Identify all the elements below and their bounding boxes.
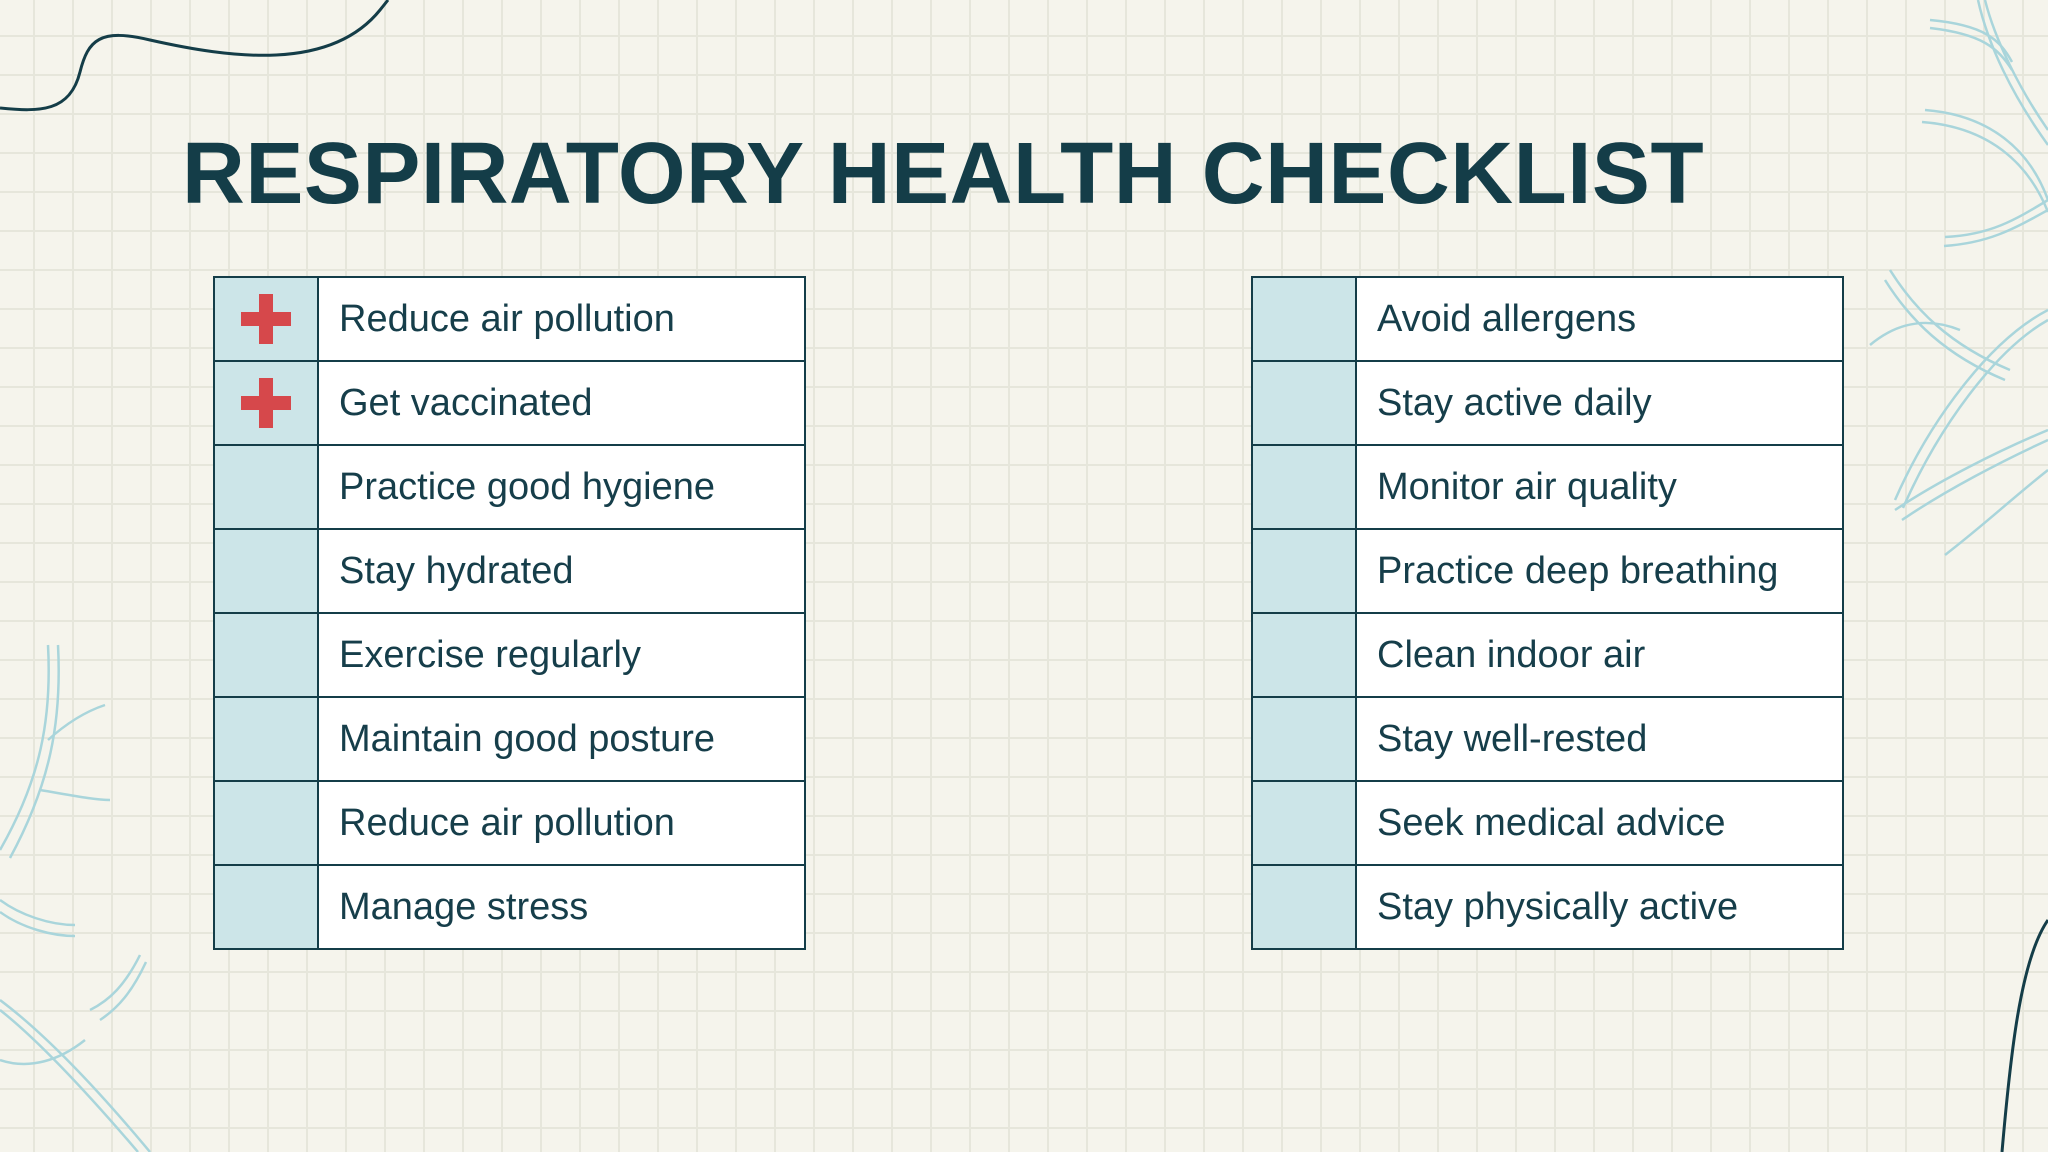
checklist-row	[1252, 865, 1843, 949]
checklist-item-label: Exercise regularly	[318, 613, 805, 697]
check-box[interactable]	[214, 277, 318, 361]
check-box[interactable]	[214, 529, 318, 613]
check-box[interactable]	[1252, 361, 1356, 445]
checklist-row	[1252, 697, 1843, 781]
checklist-item-label: Clean indoor air	[1356, 613, 1843, 697]
check-box[interactable]	[214, 697, 318, 781]
checklist-item-label: Manage stress	[318, 865, 805, 949]
checklist-item-label: Stay physically active	[1356, 865, 1843, 949]
checklist-item-label: Get vaccinated	[318, 361, 805, 445]
checklist-row	[214, 361, 805, 445]
branch-decoration-top-right	[1922, 0, 2048, 246]
checklist-item-label: Practice good hygiene	[318, 445, 805, 529]
checklist-item-label: Reduce air pollution	[318, 781, 805, 865]
checklist-row	[1252, 529, 1843, 613]
branch-decoration-bottom-left	[0, 645, 150, 1152]
checklist-item-label: Stay well-rested	[1356, 697, 1843, 781]
plus-icon	[241, 378, 291, 428]
checklist-row	[214, 613, 805, 697]
checklist-item-label: Maintain good posture	[318, 697, 805, 781]
checklist-item-label: Stay active daily	[1356, 361, 1843, 445]
check-box[interactable]	[1252, 613, 1356, 697]
curve-decoration	[2002, 920, 2048, 1152]
check-box[interactable]	[1252, 445, 1356, 529]
wavy-line-decoration	[0, 0, 388, 110]
checklist-row	[1252, 445, 1843, 529]
check-box[interactable]	[214, 865, 318, 949]
checklist-item-label: Practice deep breathing	[1356, 529, 1843, 613]
checklist-row	[214, 445, 805, 529]
plus-icon	[241, 294, 291, 344]
checklist-row	[1252, 781, 1843, 865]
branch-decoration-right	[1870, 270, 2048, 555]
checklist-row	[214, 781, 805, 865]
check-box[interactable]	[214, 445, 318, 529]
check-box[interactable]	[1252, 781, 1356, 865]
check-box[interactable]	[1252, 697, 1356, 781]
checklist-right	[1251, 276, 1844, 950]
check-box[interactable]	[1252, 277, 1356, 361]
checklist-row	[1252, 277, 1843, 361]
checklist-row	[214, 529, 805, 613]
checklist-left	[213, 276, 806, 950]
checklist-item-label: Stay hydrated	[318, 529, 805, 613]
checklist-row	[1252, 613, 1843, 697]
checklist-item-label: Seek medical advice	[1356, 781, 1843, 865]
checklist-row	[1252, 361, 1843, 445]
checklist-row	[214, 697, 805, 781]
checklist-item-label: Reduce air pollution	[318, 277, 805, 361]
checklist-item-label: Monitor air quality	[1356, 445, 1843, 529]
check-box[interactable]	[214, 361, 318, 445]
page-title: RESPIRATORY HEALTH CHECKLIST	[182, 125, 1705, 222]
checklist-item-label: Avoid allergens	[1356, 277, 1843, 361]
checklist-row	[214, 277, 805, 361]
checklist-row	[214, 865, 805, 949]
check-box[interactable]	[1252, 529, 1356, 613]
check-box[interactable]	[1252, 865, 1356, 949]
check-box[interactable]	[214, 781, 318, 865]
check-box[interactable]	[214, 613, 318, 697]
